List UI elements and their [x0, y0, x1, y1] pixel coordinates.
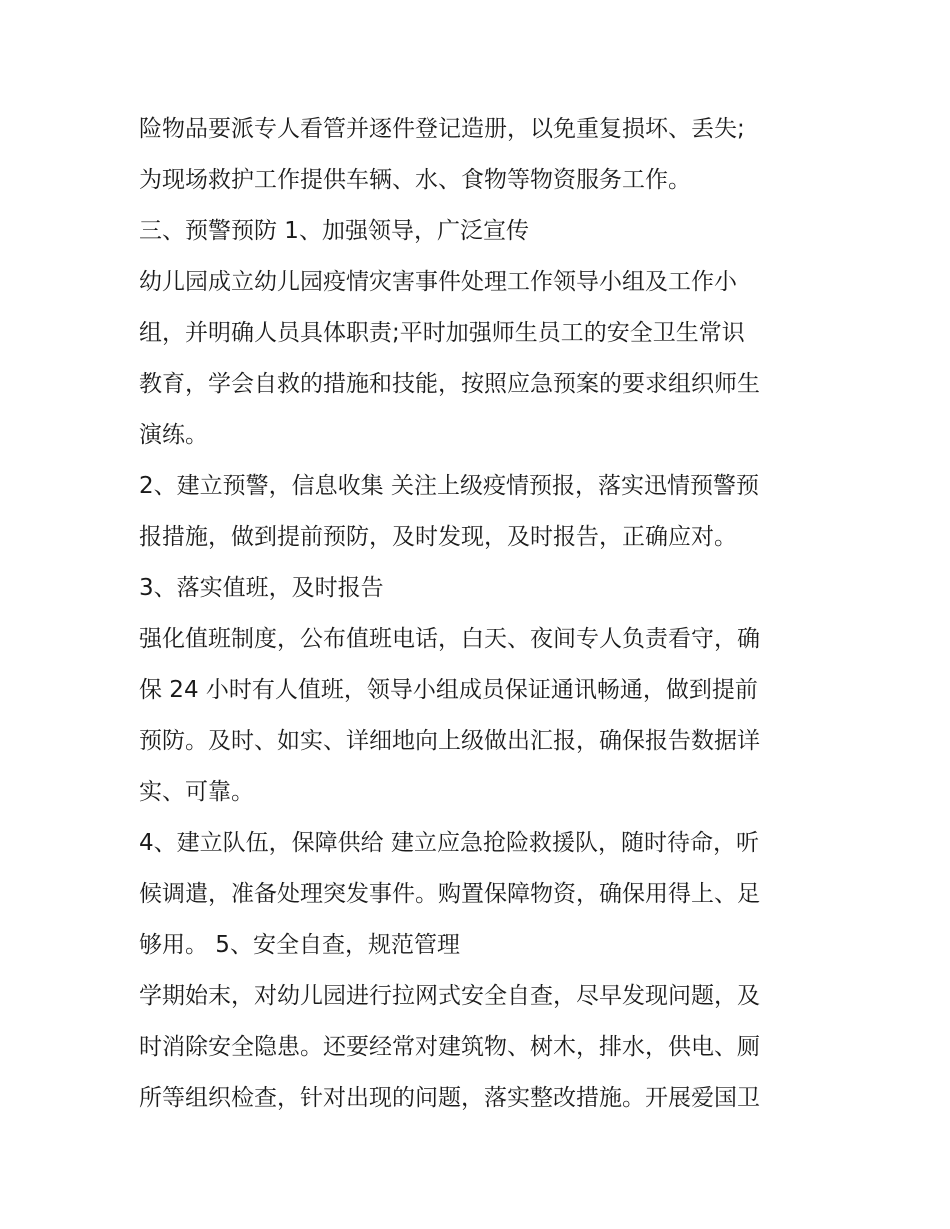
- text-line: 教育，学会自救的措施和技能，按照应急预案的要求组织师生: [139, 371, 760, 397]
- text-line: 4、建立队伍，保障供给 建立应急抢险救援队，随时待命，听: [139, 830, 759, 856]
- text-line: 时消除安全隐患。还要经常对建筑物、树木，排水，供电、厕: [139, 1034, 760, 1060]
- text-line: 学期始末，对幼儿园进行拉网式安全自查，尽早发现问题，及: [139, 983, 760, 1009]
- subsection-heading: 3、落实值班，及时报告: [139, 575, 384, 601]
- text-line: 演练。: [139, 422, 208, 448]
- text-line: 所等组织检查，针对出现的问题，落实整改措施。开展爱国卫: [139, 1085, 760, 1111]
- text-line: 强化值班制度，公布值班电话，白天、夜间专人负责看守，确: [139, 626, 760, 652]
- text-line: 为现场救护工作提供车辆、水、食物等物资服务工作。: [139, 167, 691, 193]
- text-line: 险物品要派专人看管并逐件登记造册，以免重复损坏、丢失;: [139, 116, 745, 142]
- text-line: 组，并明确人员具体职责;平时加强师生员工的安全卫生常识: [139, 320, 745, 346]
- text-line: 预防。及时、如实、详细地向上级做出汇报，确保报告数据详: [139, 728, 760, 754]
- text-line: 候调遣，准备处理突发事件。购置保障物资，确保用得上、足: [139, 881, 760, 907]
- text-line: 报措施，做到提前预防，及时发现，及时报告，正确应对。: [139, 524, 737, 550]
- document-body: [139, 104, 829, 1124]
- section-heading: 三、预警预防 1、加强领导，广泛宣传: [139, 218, 529, 244]
- text-line: 够用。 5、安全自查，规范管理: [139, 932, 460, 958]
- text-line: 幼儿园成立幼儿园疫情灾害事件处理工作领导小组及工作小: [139, 269, 737, 295]
- text-line: 2、建立预警，信息收集 关注上级疫情预报，落实迅情预警预: [139, 473, 759, 499]
- text-line: 实、可靠。: [139, 779, 254, 805]
- text-line: 保 24 小时有人值班，领导小组成员保证通讯畅通，做到提前: [139, 677, 758, 703]
